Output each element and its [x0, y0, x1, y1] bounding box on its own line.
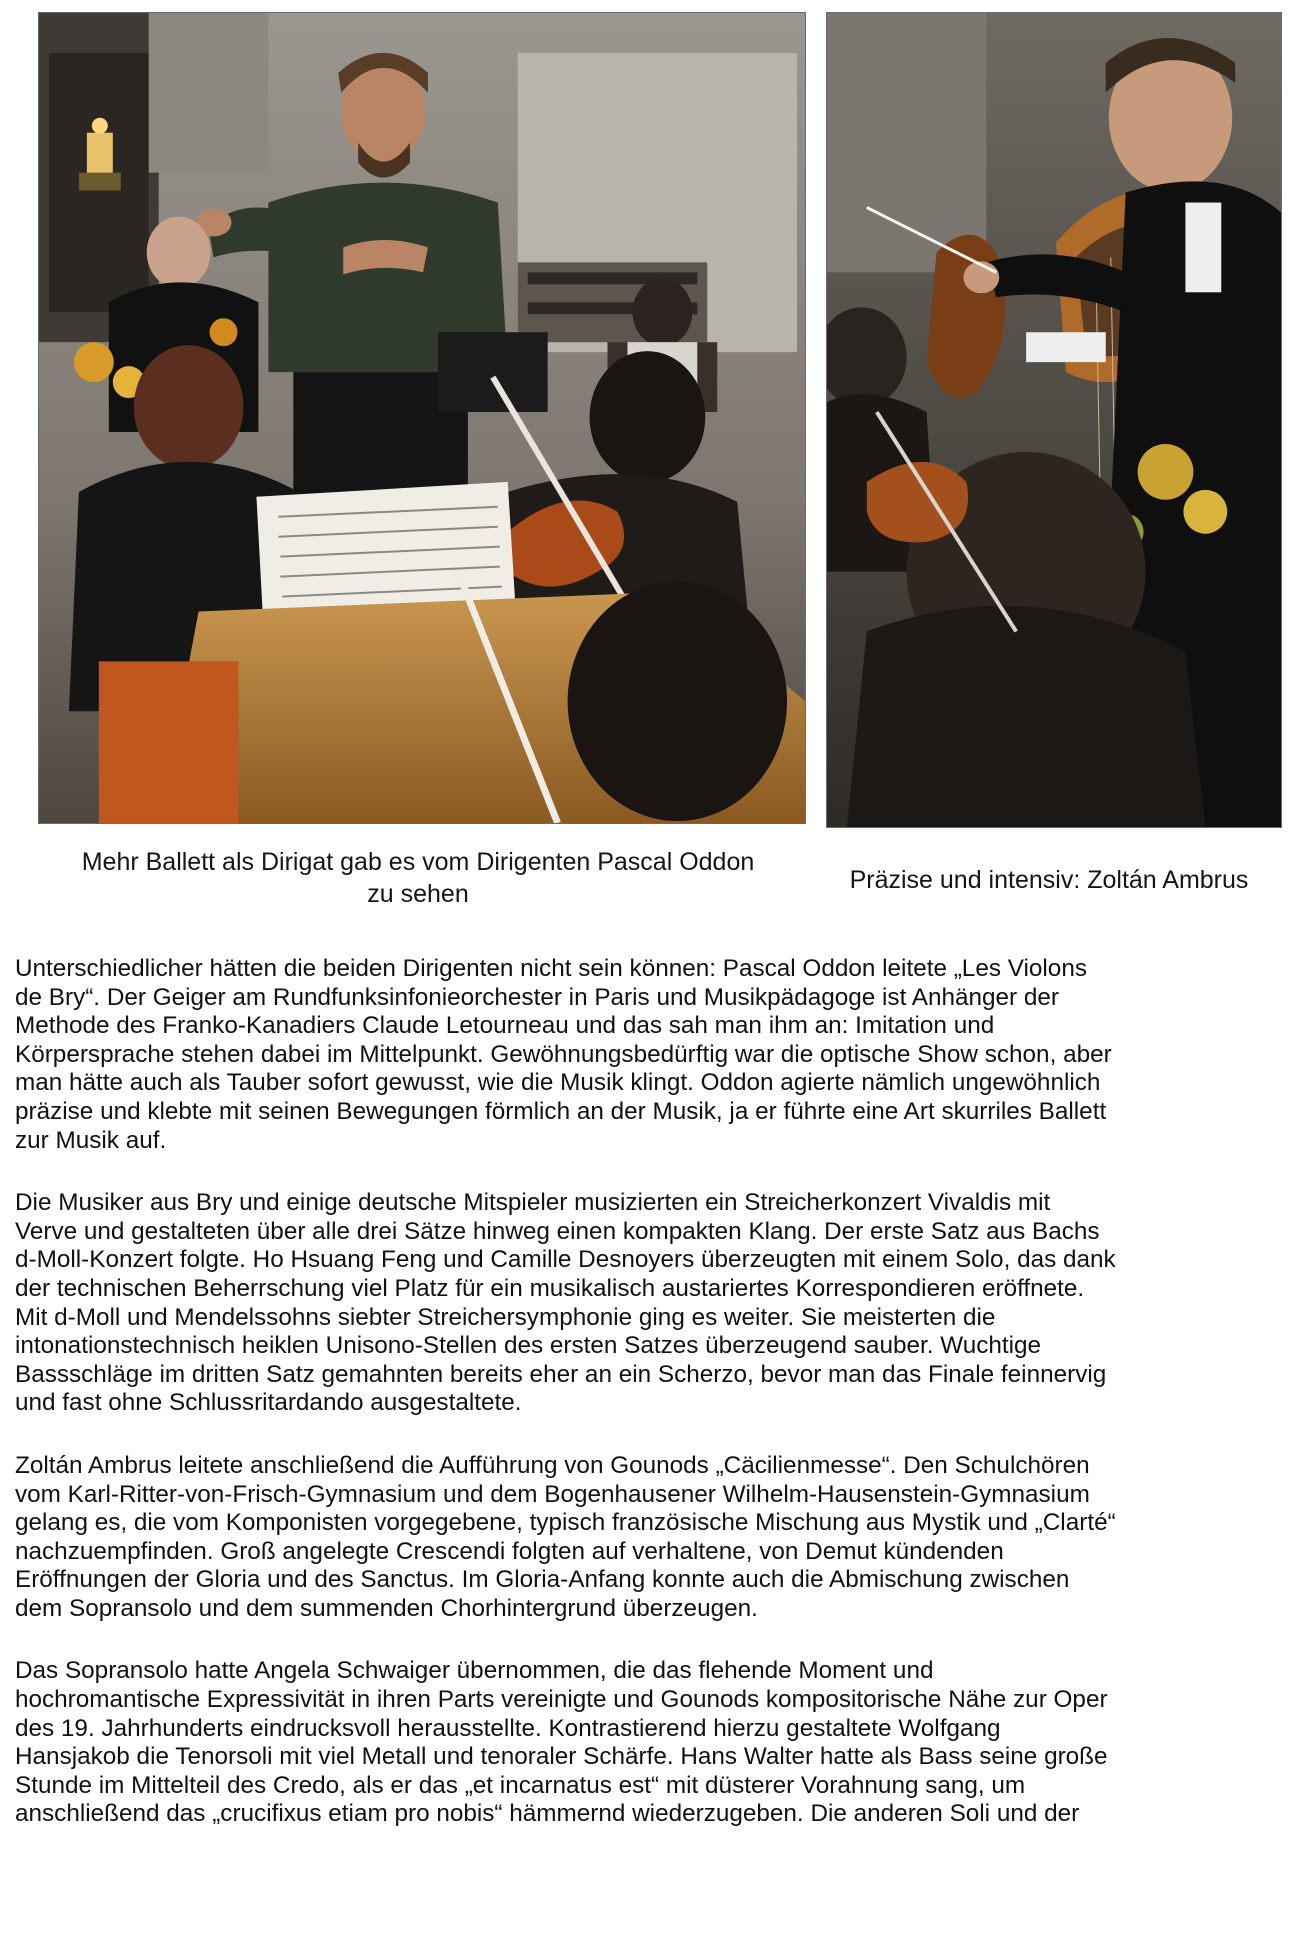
paragraph-2-line-4: der technischen Beherrschung viel Platz für ein musikalisch austariertes Korrespondieren eröffnete. [15, 1274, 1085, 1302]
paragraph-2-line-7: Bassschläge im dritten Satz gemahnten bereits eher an ein Scherzo, bevor man das Finale feinnervig [15, 1360, 1107, 1388]
paragraph-2-line-6: intonationstechnisch heiklen Unisono-Stellen des ersten Satzes überzeugend sauber. Wuchtige [15, 1332, 1042, 1360]
paragraph-1-line-1: Unterschiedlicher hätten die beiden Dirigenten nicht sein können: Pascal Oddon leitete „Les Violons [15, 955, 1087, 982]
paragraph-1-line-5: man hätte auch als Tauber sofort gewusst, wie die Musik klingt. Oddon agierte nämlich ungewöhnlich [15, 1069, 1101, 1097]
paragraph-3-line-6: dem Sopransolo und dem summenden Chorhintergrund überzeugen. [15, 1594, 758, 1622]
photo-conductor-zoltan-ambrus-icon [827, 13, 1281, 827]
paragraph-4-line-2: hochromantische Expressivität in ihren Parts vereinigte und Gounods kompositorische Nähe zur Oper [15, 1686, 1108, 1714]
paragraph-1-line-4: Körpersprache stehen dabei im Mittelpunkt. Gewöhnungsbedürftig war die optische Show schon, aber [15, 1040, 1112, 1068]
photo-conductor-left [38, 12, 806, 824]
photo-conductor-right [826, 12, 1282, 828]
paragraph-3-line-2: vom Karl-Ritter-von-Frisch-Gymnasium und dem Bogenhausener Wilhelm-Hausenstein-Gymnasium [15, 1480, 1090, 1508]
paragraph-1-line-2: de Bry“. Der Geiger am Rundfunksinfonieorchester in Paris und Musikpädagoge ist Anhänger der [15, 983, 1059, 1011]
paragraph-4-line-3: des 19. Jahrhunderts eindrucksvoll herausstellte. Kontrastierend hierzu gestaltete Wolfgang [15, 1714, 1001, 1742]
paragraph-2-line-5: Mit d-Moll und Mendelssohns siebter Streichersymphonie ging es weiter. Sie meisterten die [15, 1303, 996, 1331]
article-body [15, 955, 1287, 1863]
caption-right: Präzise und intensiv: Zoltán Ambrus [849, 866, 1249, 894]
paragraph-3-line-1: Zoltán Ambrus leitete anschließend die Aufführung von Gounods „Cäcilienmesse“. Den Schulchören [15, 1451, 1090, 1479]
paragraph-2-line-3: d-Moll-Konzert folgte. Ho Hsuang Feng und Camille Desnoyers überzeugten mit einem Solo, das dank [15, 1246, 1116, 1274]
paragraph-3-line-4: nachzuempfinden. Groß angelegte Crescendi folgten auf verhaltene, von Demut kündenden [15, 1537, 1004, 1565]
caption-left-line-1: Mehr Ballett als Dirigat gab es vom Dirigenten Pascal Oddon [81, 848, 755, 876]
paragraph-3-line-5: Eröffnungen der Gloria und des Sanctus. Im Gloria-Anfang konnte auch die Abmischung zwischen [15, 1566, 1070, 1594]
photo-conductor-pascal-oddon-icon [39, 13, 805, 823]
paragraph-3-line-3: gelang es, die vom Komponisten vorgegebene, typisch französische Mischung aus Mystik und „Clarté“ [15, 1509, 1116, 1537]
paragraph-1-line-3: Methode des Franko-Kanadiers Claude Letourneau und das sah man ihm an: Imitation und [15, 1012, 995, 1040]
paragraph-4-line-6: anschließend das „crucifixus etiam pro nobis“ hämmernd wiederzugeben. Die anderen Soli und der [15, 1800, 1080, 1828]
paragraph-4 [15, 1657, 1287, 1829]
paragraph-2 [15, 1189, 1287, 1418]
paragraph-4-line-4: Hansjakob die Tenorsoli mit viel Metall und tenoraler Schärfe. Hans Walter hatte als Bass seine große [15, 1743, 1108, 1771]
paragraph-1-line-6: präzise und klebte mit seinen Bewegungen förmlich an der Musik, ja er führte eine Art skurriles Ballett [15, 1097, 1107, 1125]
caption-left-line-2: zu sehen [367, 880, 469, 908]
paragraph-2-line-2: Verve und gestalteten über alle drei Sätze hinweg einen kompakten Klang. Der erste Satz aus Bachs [15, 1217, 1100, 1245]
paragraph-4-line-5: Stunde im Mittelteil des Credo, als er das „et incarnatus est“ mit düsterer Vorahnung sang, um [15, 1771, 1026, 1799]
paragraph-3 [15, 1452, 1287, 1624]
paragraph-4-line-1: Das Sopransolo hatte Angela Schwaiger übernommen, die das flehende Moment und [15, 1657, 934, 1685]
paragraph-2-line-1: Die Musiker aus Bry und einige deutsche Mitspieler musizierten ein Streicherkonzert Vivaldis mit [15, 1189, 1051, 1217]
paragraph-1-line-7: zur Musik auf. [15, 1126, 167, 1154]
paragraph-2-line-8: und fast ohne Schlussritardando ausgestaltete. [15, 1389, 522, 1417]
paragraph-1 [15, 955, 1287, 1155]
caption-left [22, 846, 814, 910]
